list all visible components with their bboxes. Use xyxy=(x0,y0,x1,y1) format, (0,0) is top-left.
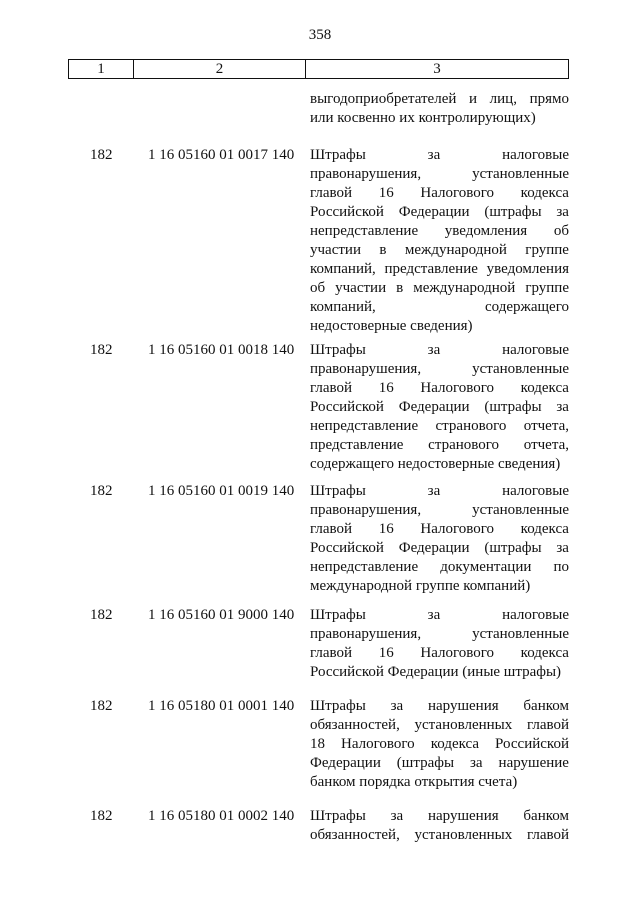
description-line xyxy=(310,436,569,455)
description-word: в xyxy=(396,280,404,296)
description-word: в xyxy=(379,242,387,258)
description-word: правонарушения, xyxy=(310,626,422,642)
description-word: участии xyxy=(310,242,361,258)
description-word: международной xyxy=(413,280,516,296)
description-word: содержащего xyxy=(484,299,569,315)
admin-code: 182 xyxy=(90,808,113,824)
description-word: правонарушения, xyxy=(310,166,422,182)
description-word: (штрафы xyxy=(484,399,542,415)
description-line xyxy=(310,606,569,625)
description-word: 18 xyxy=(310,736,325,752)
description-line xyxy=(310,455,569,474)
description-word: странового xyxy=(428,437,500,453)
description-word: главой xyxy=(526,827,569,843)
description-word: Налогового xyxy=(341,736,415,752)
description-line xyxy=(310,644,569,663)
description-word: участии xyxy=(335,280,387,296)
revenue-description xyxy=(310,341,569,474)
description-line xyxy=(310,482,569,501)
description-word: за xyxy=(556,540,569,556)
description-word: главой xyxy=(310,185,353,201)
description-line xyxy=(310,360,569,379)
description-line xyxy=(310,317,569,336)
description-line xyxy=(310,826,569,845)
description-word: лиц, xyxy=(489,91,517,107)
description-line xyxy=(310,109,569,128)
description-word: уведомления xyxy=(486,261,569,277)
description-word: Федерации xyxy=(310,755,381,771)
description-word: за xyxy=(427,147,441,163)
description-word: Российской xyxy=(310,204,384,220)
description-word: 16 xyxy=(378,380,394,396)
description-word: Штрафы xyxy=(310,147,366,163)
description-line xyxy=(310,279,569,298)
description-word: представление xyxy=(384,261,478,277)
page-number: 358 xyxy=(308,27,332,43)
description-line xyxy=(310,558,569,577)
description-word: Штрафы xyxy=(310,698,366,714)
description-word: за xyxy=(427,483,441,499)
description-word: главой xyxy=(310,521,353,537)
description-word: правонарушения, xyxy=(310,361,422,377)
description-line xyxy=(310,625,569,644)
description-word: обязанностей, xyxy=(310,717,400,733)
description-word: нарушения xyxy=(427,808,499,824)
description-word: Федерации xyxy=(398,540,470,556)
description-word: кодекса xyxy=(520,521,569,537)
description-word: (штрафы xyxy=(484,540,542,556)
column-header-row xyxy=(68,59,569,79)
description-word: за xyxy=(390,698,404,714)
description-word: Штрафы xyxy=(310,342,366,358)
description-line xyxy=(310,146,569,165)
description-word: налоговые xyxy=(502,342,569,358)
admin-code: 182 xyxy=(90,607,113,623)
revenue-description xyxy=(310,90,569,128)
description-word: правонарушения, xyxy=(310,502,422,518)
description-word: Российской Федерации (иные штрафы) xyxy=(310,664,562,680)
description-word: непредставление xyxy=(310,559,419,575)
description-line xyxy=(310,754,569,773)
description-word: главой xyxy=(526,717,569,733)
description-word: Налогового xyxy=(420,645,495,661)
description-line xyxy=(310,165,569,184)
description-word: 16 xyxy=(378,521,394,537)
description-word: представление xyxy=(310,437,404,453)
description-word: за xyxy=(390,808,404,824)
description-word: налоговые xyxy=(502,483,569,499)
description-word: Федерации xyxy=(398,399,470,415)
revenue-description xyxy=(310,606,569,682)
revenue-description xyxy=(310,807,569,845)
description-word: за xyxy=(556,399,569,415)
description-word: банком xyxy=(523,698,569,714)
description-word: установленных xyxy=(414,717,513,733)
description-word: Налогового xyxy=(420,380,495,396)
description-word: установленные xyxy=(472,626,569,642)
description-word: за xyxy=(427,342,441,358)
description-line xyxy=(310,520,569,539)
description-line xyxy=(310,222,569,241)
description-word: группе xyxy=(525,280,569,296)
column-header-3: 3 xyxy=(433,61,441,77)
description-word: уведомления xyxy=(444,223,528,239)
description-word: Штрафы xyxy=(310,483,366,499)
description-word: за xyxy=(470,755,483,771)
description-word: кодекса xyxy=(520,380,569,396)
description-word: об xyxy=(310,280,326,296)
budget-classification-code: 1 16 05160 01 0018 140 xyxy=(148,342,295,358)
description-line xyxy=(310,663,569,682)
description-word: главой xyxy=(310,645,353,661)
description-line xyxy=(310,203,569,222)
description-word: документации xyxy=(440,559,532,575)
description-line xyxy=(310,501,569,520)
budget-classification-code: 1 16 05160 01 0017 140 xyxy=(148,147,295,163)
description-line xyxy=(310,260,569,279)
description-word: Штрафы xyxy=(310,808,366,824)
description-line xyxy=(310,241,569,260)
description-word: группе xyxy=(525,242,569,258)
description-word: прямо xyxy=(529,91,569,107)
description-word: (штрафы xyxy=(396,755,455,771)
description-word: непредставление xyxy=(310,223,419,239)
description-line xyxy=(310,298,569,317)
description-line xyxy=(310,398,569,417)
description-word: налоговые xyxy=(502,147,569,163)
admin-code: 182 xyxy=(90,342,113,358)
description-word: кодекса xyxy=(520,185,569,201)
description-word: кодекса xyxy=(520,645,569,661)
admin-code: 182 xyxy=(90,483,113,499)
description-word: Штрафы xyxy=(310,607,366,623)
description-word: установленные xyxy=(472,166,569,182)
description-word: банком порядка открытия счета) xyxy=(310,774,518,790)
description-word: по xyxy=(553,559,569,575)
description-word: отчета, xyxy=(523,437,569,453)
description-word: недостоверные сведения) xyxy=(310,318,473,334)
budget-classification-code: 1 16 05160 01 9000 140 xyxy=(148,607,295,623)
description-word: Налогового xyxy=(420,521,495,537)
description-word: об xyxy=(553,223,569,239)
description-word: Налогового xyxy=(420,185,495,201)
description-word: 16 xyxy=(378,645,394,661)
description-word: за xyxy=(427,607,441,623)
description-word: банком xyxy=(523,808,569,824)
description-word: отчета, xyxy=(523,418,569,434)
description-word: нарушение xyxy=(498,755,569,771)
description-word: главой xyxy=(310,380,353,396)
description-word: кодекса xyxy=(430,736,480,752)
description-word: содержащего недостоверные сведения) xyxy=(310,456,561,472)
description-line xyxy=(310,577,569,596)
description-line xyxy=(310,697,569,716)
revenue-description xyxy=(310,146,569,336)
description-word: 16 xyxy=(378,185,394,201)
description-line xyxy=(310,716,569,735)
description-line xyxy=(310,90,569,109)
description-line xyxy=(310,539,569,558)
description-word: и xyxy=(469,91,478,107)
description-line xyxy=(310,417,569,436)
description-word: международной xyxy=(404,242,507,258)
column-header-2: 2 xyxy=(134,60,306,78)
description-line xyxy=(310,773,569,792)
description-word: международной группе компаний) xyxy=(310,578,531,594)
description-line xyxy=(310,341,569,360)
description-word: непредставление xyxy=(310,418,419,434)
admin-code: 182 xyxy=(90,147,113,163)
description-word: Российской xyxy=(310,540,384,556)
description-line xyxy=(310,807,569,826)
description-word: нарушения xyxy=(427,698,499,714)
budget-classification-code: 1 16 05180 01 0001 140 xyxy=(148,698,295,714)
description-word: за xyxy=(556,204,569,220)
description-word: Российской xyxy=(495,736,569,752)
description-word: Федерации xyxy=(398,204,470,220)
budget-classification-code: 1 16 05160 01 0019 140 xyxy=(148,483,295,499)
description-word: установленные xyxy=(472,361,569,377)
description-word: компаний, xyxy=(310,299,376,315)
column-header-1: 1 xyxy=(69,60,134,78)
admin-code: 182 xyxy=(90,698,113,714)
description-word: обязанностей, xyxy=(310,827,400,843)
budget-classification-code: 1 16 05180 01 0002 140 xyxy=(148,808,295,824)
revenue-description xyxy=(310,482,569,596)
description-word: или косвенно их контролирующих) xyxy=(310,110,536,126)
description-line xyxy=(310,184,569,203)
description-word: установленные xyxy=(472,502,569,518)
description-word: установленных xyxy=(414,827,513,843)
description-word: странового xyxy=(435,418,507,434)
description-word: (штрафы xyxy=(484,204,542,220)
description-line xyxy=(310,735,569,754)
description-word: компаний, xyxy=(310,261,376,277)
description-word: выгодоприобретателей xyxy=(310,91,457,107)
description-word: Российской xyxy=(310,399,384,415)
description-line xyxy=(310,379,569,398)
revenue-description xyxy=(310,697,569,792)
description-word: налоговые xyxy=(502,607,569,623)
